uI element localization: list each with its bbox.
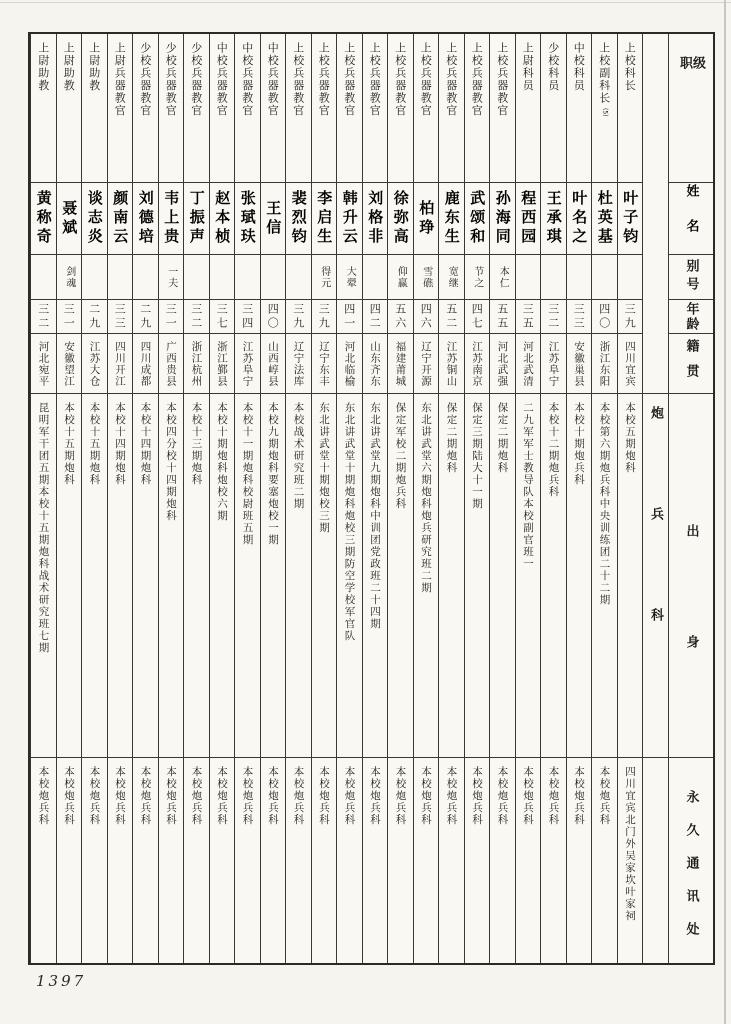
origin-cell: 二九军军士教导队本校副官班一 xyxy=(516,393,541,757)
name-cell: 颜南云 xyxy=(108,182,133,254)
address-cell: 本校炮兵科 xyxy=(82,757,107,963)
rank-label: 中校科员 xyxy=(572,42,586,92)
native-place-cell: 四川成都 xyxy=(133,333,158,393)
header-age: 年龄 xyxy=(669,299,713,333)
origin-cell: 昆明军干团五期本校十五期炮科战术研究班七期 xyxy=(31,393,56,757)
address-cell: 本校炮兵科 xyxy=(337,757,362,963)
alias-cell xyxy=(541,254,566,299)
rank-cell xyxy=(388,34,413,182)
rank-cell xyxy=(57,34,82,182)
alias-cell xyxy=(261,254,286,299)
rank-cell xyxy=(82,34,107,182)
page-edge-shadow-right xyxy=(724,0,726,1024)
age-cell: 三二 xyxy=(184,299,209,333)
person-column xyxy=(540,34,566,963)
rank-cell xyxy=(337,34,362,182)
origin-cell: 本校十期炮科炮校六期 xyxy=(210,393,235,757)
person-column xyxy=(56,34,82,963)
address-cell: 本校炮兵科 xyxy=(490,757,515,963)
address-cell: 本校炮兵科 xyxy=(210,757,235,963)
age-cell: 三一 xyxy=(57,299,82,333)
rank-cell xyxy=(184,34,209,182)
age-cell: 二九 xyxy=(82,299,107,333)
address-cell: 本校炮兵科 xyxy=(108,757,133,963)
address-cell: 本校炮兵科 xyxy=(541,757,566,963)
address-cell: 本校炮兵科 xyxy=(159,757,184,963)
person-column xyxy=(566,34,592,963)
origin-cell: 本校十四期炮科 xyxy=(133,393,158,757)
age-cell: 三二 xyxy=(541,299,566,333)
age-cell: 三九 xyxy=(312,299,337,333)
native-place-cell: 辽宁法库 xyxy=(286,333,311,393)
age-cell: 三四 xyxy=(235,299,260,333)
name-cell: 聂斌 xyxy=(57,182,82,254)
name-cell: 刘格非 xyxy=(363,182,388,254)
rank-cell xyxy=(261,34,286,182)
rank-label: 上校兵器教官 xyxy=(495,42,509,117)
origin-cell: 本校五期炮科 xyxy=(618,393,643,757)
origin-cell: 本校第六期炮兵科中央训练团二十二期 xyxy=(592,393,617,757)
native-place-cell: 辽宁东丰 xyxy=(312,333,337,393)
rank-cell xyxy=(312,34,337,182)
age-cell: 三七 xyxy=(210,299,235,333)
rank-cell xyxy=(592,34,617,182)
native-place-cell: 江苏阜宁 xyxy=(235,333,260,393)
origin-cell: 东北讲武堂九期炮科中训团党政班二十四期 xyxy=(363,393,388,757)
alias-cell xyxy=(184,254,209,299)
person-column xyxy=(107,34,133,963)
rank-label: 上校兵器教官 xyxy=(393,42,407,117)
alias-cell: 仰赢 xyxy=(388,254,413,299)
rank-label: 上校科长 xyxy=(623,42,637,92)
native-place-cell: 江苏南京 xyxy=(465,333,490,393)
native-place-cell: 河北宛平 xyxy=(31,333,56,393)
person-column xyxy=(30,34,56,963)
rank-cell xyxy=(490,34,515,182)
person-column xyxy=(209,34,235,963)
address-cell: 本校炮兵科 xyxy=(184,757,209,963)
age-cell: 四七 xyxy=(465,299,490,333)
name-cell: 程西园 xyxy=(516,182,541,254)
rank-cell xyxy=(414,34,439,182)
name-cell: 韩升云 xyxy=(337,182,362,254)
rank-cell xyxy=(286,34,311,182)
address-cell: 本校炮兵科 xyxy=(363,757,388,963)
origin-cell: 保定二期炮科 xyxy=(490,393,515,757)
section-blank-top xyxy=(643,34,668,393)
header-address: 永久通讯处 xyxy=(669,757,713,963)
name-cell: 武颂和 xyxy=(465,182,490,254)
address-cell: 本校炮兵科 xyxy=(133,757,158,963)
alias-cell xyxy=(516,254,541,299)
person-column xyxy=(336,34,362,963)
rank-label: 中校兵器教官 xyxy=(240,42,254,117)
header-alias: 别号 xyxy=(669,254,713,299)
alias-cell: 得元 xyxy=(312,254,337,299)
person-column xyxy=(285,34,311,963)
age-cell: 三三 xyxy=(567,299,592,333)
name-cell: 叶子钧 xyxy=(618,182,643,254)
native-place-cell: 广西贵县 xyxy=(159,333,184,393)
name-cell: 柏琤 xyxy=(414,182,439,254)
origin-cell: 本校十三期炮科 xyxy=(184,393,209,757)
alias-cell: 本仁 xyxy=(490,254,515,299)
alias-cell xyxy=(235,254,260,299)
native-place-cell: 安徽望江 xyxy=(57,333,82,393)
age-cell: 三三 xyxy=(108,299,133,333)
person-column xyxy=(311,34,337,963)
rank-label: 中校兵器教官 xyxy=(215,42,229,117)
person-column xyxy=(413,34,439,963)
native-place-cell: 江苏铜山 xyxy=(439,333,464,393)
person-column xyxy=(591,34,617,963)
rank-cell xyxy=(133,34,158,182)
alias-cell xyxy=(618,254,643,299)
address-cell: 本校炮兵科 xyxy=(31,757,56,963)
origin-cell: 本校十二期炮兵科 xyxy=(541,393,566,757)
origin-cell: 本校十五期炮科 xyxy=(57,393,82,757)
person-column xyxy=(464,34,490,963)
name-cell: 裴烈钧 xyxy=(286,182,311,254)
section-blank-bottom xyxy=(643,757,668,963)
name-cell: 王承琪 xyxy=(541,182,566,254)
header-name: 姓名 xyxy=(669,182,713,254)
rank-cell xyxy=(108,34,133,182)
native-place-cell: 山东齐东 xyxy=(363,333,388,393)
name-cell: 孙海同 xyxy=(490,182,515,254)
rank-cell xyxy=(541,34,566,182)
rank-label: 少校兵器教官 xyxy=(189,42,203,117)
person-column xyxy=(183,34,209,963)
native-place-cell: 四川开江 xyxy=(108,333,133,393)
rank-footnote: (5) xyxy=(601,107,609,116)
person-column xyxy=(387,34,413,963)
origin-cell: 保定二期炮科 xyxy=(439,393,464,757)
person-column xyxy=(362,34,388,963)
section-title: 炮兵科 xyxy=(643,393,668,757)
address-cell: 本校炮兵科 xyxy=(414,757,439,963)
rank-cell xyxy=(439,34,464,182)
name-cell: 刘德培 xyxy=(133,182,158,254)
origin-cell: 本校十一期炮科校尉班五期 xyxy=(235,393,260,757)
age-cell: 四一 xyxy=(337,299,362,333)
age-cell: 三一 xyxy=(159,299,184,333)
name-cell: 叶名之 xyxy=(567,182,592,254)
rank-label: 少校兵器教官 xyxy=(164,42,178,117)
section-title-column xyxy=(642,34,668,963)
address-cell: 本校炮兵科 xyxy=(516,757,541,963)
native-place-cell: 江苏大仓 xyxy=(82,333,107,393)
age-cell: 二九 xyxy=(133,299,158,333)
name-cell: 杜英基 xyxy=(592,182,617,254)
address-cell: 本校炮兵科 xyxy=(312,757,337,963)
address-cell: 本校炮兵科 xyxy=(567,757,592,963)
name-cell: 李启生 xyxy=(312,182,337,254)
age-cell: 三九 xyxy=(618,299,643,333)
address-cell: 本校炮兵科 xyxy=(235,757,260,963)
origin-cell: 本校十期炮兵科 xyxy=(567,393,592,757)
origin-cell: 东北讲武堂十期炮校三期 xyxy=(312,393,337,757)
origin-cell: 本校战术研究班二期 xyxy=(286,393,311,757)
rank-label: 上尉助教 xyxy=(36,42,50,92)
age-cell: 三九 xyxy=(286,299,311,333)
rank-cell xyxy=(516,34,541,182)
origin-cell: 保定三期陆大十一期 xyxy=(465,393,490,757)
rank-cell xyxy=(465,34,490,182)
alias-cell xyxy=(567,254,592,299)
address-cell: 本校炮兵科 xyxy=(57,757,82,963)
rank-cell xyxy=(210,34,235,182)
alias-cell xyxy=(363,254,388,299)
rank-cell xyxy=(618,34,643,182)
native-place-cell: 河北武清 xyxy=(516,333,541,393)
native-place-cell: 浙江鄞县 xyxy=(210,333,235,393)
native-place-cell: 浙江东阳 xyxy=(592,333,617,393)
rank-label: 上校兵器教官 xyxy=(470,42,484,117)
address-cell: 本校炮兵科 xyxy=(388,757,413,963)
origin-cell: 东北讲武堂六期炮科炮兵研究班二期 xyxy=(414,393,439,757)
native-place-cell: 安徽巢县 xyxy=(567,333,592,393)
rank-label: 上校副科长 xyxy=(597,42,611,105)
alias-cell xyxy=(31,254,56,299)
address-cell: 本校炮兵科 xyxy=(261,757,286,963)
alias-cell xyxy=(286,254,311,299)
address-cell: 四川宜宾北门外吴家坎叶家祠 xyxy=(618,757,643,963)
alias-cell: 一夫 xyxy=(159,254,184,299)
origin-cell: 保定军校二期炮兵科 xyxy=(388,393,413,757)
name-cell: 鹿东生 xyxy=(439,182,464,254)
person-column xyxy=(132,34,158,963)
person-column xyxy=(234,34,260,963)
native-place-cell: 浙江杭州 xyxy=(184,333,209,393)
native-place-cell: 四川宜宾 xyxy=(618,333,643,393)
age-cell: 三五 xyxy=(516,299,541,333)
origin-cell: 本校四分校十四期炮科 xyxy=(159,393,184,757)
person-column xyxy=(617,34,643,963)
artillery-roster-table xyxy=(28,32,715,965)
rank-label: 上校兵器教官 xyxy=(368,42,382,117)
native-place-cell: 河北临榆 xyxy=(337,333,362,393)
alias-cell: 大翚 xyxy=(337,254,362,299)
rank-label: 上尉助教 xyxy=(62,42,76,92)
name-cell: 韦上贵 xyxy=(159,182,184,254)
name-cell: 赵本桢 xyxy=(210,182,235,254)
alias-cell xyxy=(133,254,158,299)
header-origin: 出身 xyxy=(669,393,713,757)
rank-label: 上校兵器教官 xyxy=(342,42,356,117)
rank-cell xyxy=(567,34,592,182)
native-place-cell: 辽宁开源 xyxy=(414,333,439,393)
name-cell: 王信 xyxy=(261,182,286,254)
alias-cell xyxy=(82,254,107,299)
page-number: 1397 xyxy=(36,972,87,990)
origin-cell: 本校十四期炮科 xyxy=(108,393,133,757)
rank-label: 上校兵器教官 xyxy=(444,42,458,117)
alias-cell: 雪礁 xyxy=(414,254,439,299)
rank-label: 中校兵器教官 xyxy=(266,42,280,117)
rank-cell xyxy=(159,34,184,182)
age-cell: 四六 xyxy=(414,299,439,333)
address-cell: 本校炮兵科 xyxy=(286,757,311,963)
age-cell: 五二 xyxy=(439,299,464,333)
name-cell: 丁振声 xyxy=(184,182,209,254)
native-place-cell: 山西崞县 xyxy=(261,333,286,393)
person-column xyxy=(438,34,464,963)
person-column xyxy=(81,34,107,963)
native-place-cell: 福建莆城 xyxy=(388,333,413,393)
header-rank: 级职 xyxy=(677,56,705,141)
alias-cell: 节之 xyxy=(465,254,490,299)
origin-cell: 东北讲武堂十期炮科炮校三期防空学校军官队 xyxy=(337,393,362,757)
rank-label: 上尉兵器教官 xyxy=(113,42,127,117)
address-cell: 本校炮兵科 xyxy=(592,757,617,963)
age-cell: 五六 xyxy=(388,299,413,333)
address-cell: 本校炮兵科 xyxy=(439,757,464,963)
rank-label: 少校科员 xyxy=(546,42,560,92)
native-place-cell: 江苏阜宁 xyxy=(541,333,566,393)
person-column xyxy=(158,34,184,963)
age-cell: 四〇 xyxy=(261,299,286,333)
name-cell: 黄称奇 xyxy=(31,182,56,254)
rank-cell xyxy=(363,34,388,182)
origin-cell: 本校十五期炮科 xyxy=(82,393,107,757)
rank-label: 上尉科员 xyxy=(521,42,535,92)
alias-cell xyxy=(108,254,133,299)
page-edge-shadow-top xyxy=(0,2,731,3)
rank-label: 上校兵器教官 xyxy=(291,42,305,117)
rank-label: 上校兵器教官 xyxy=(317,42,331,117)
rank-label: 上尉助教 xyxy=(87,42,101,92)
alias-cell xyxy=(210,254,235,299)
origin-cell: 本校九期炮科要塞炮校一期 xyxy=(261,393,286,757)
rank-cell xyxy=(235,34,260,182)
alias-cell: 宽继 xyxy=(439,254,464,299)
age-cell: 五五 xyxy=(490,299,515,333)
person-column xyxy=(515,34,541,963)
alias-cell xyxy=(592,254,617,299)
name-cell: 徐弥高 xyxy=(388,182,413,254)
address-cell: 本校炮兵科 xyxy=(465,757,490,963)
header-native-place: 籍贯 xyxy=(669,333,713,393)
native-place-cell: 河北武强 xyxy=(490,333,515,393)
rank-label: 上校兵器教官 xyxy=(419,42,433,117)
age-cell: 三二 xyxy=(31,299,56,333)
row-header-column xyxy=(668,34,713,963)
person-column xyxy=(489,34,515,963)
name-cell: 张珷玞 xyxy=(235,182,260,254)
rank-label: 少校兵器教官 xyxy=(138,42,152,117)
age-cell: 四〇 xyxy=(592,299,617,333)
rank-cell xyxy=(31,34,56,182)
name-cell: 谈志炎 xyxy=(82,182,107,254)
alias-cell: 剑魂 xyxy=(57,254,82,299)
person-column xyxy=(260,34,286,963)
age-cell: 四二 xyxy=(363,299,388,333)
